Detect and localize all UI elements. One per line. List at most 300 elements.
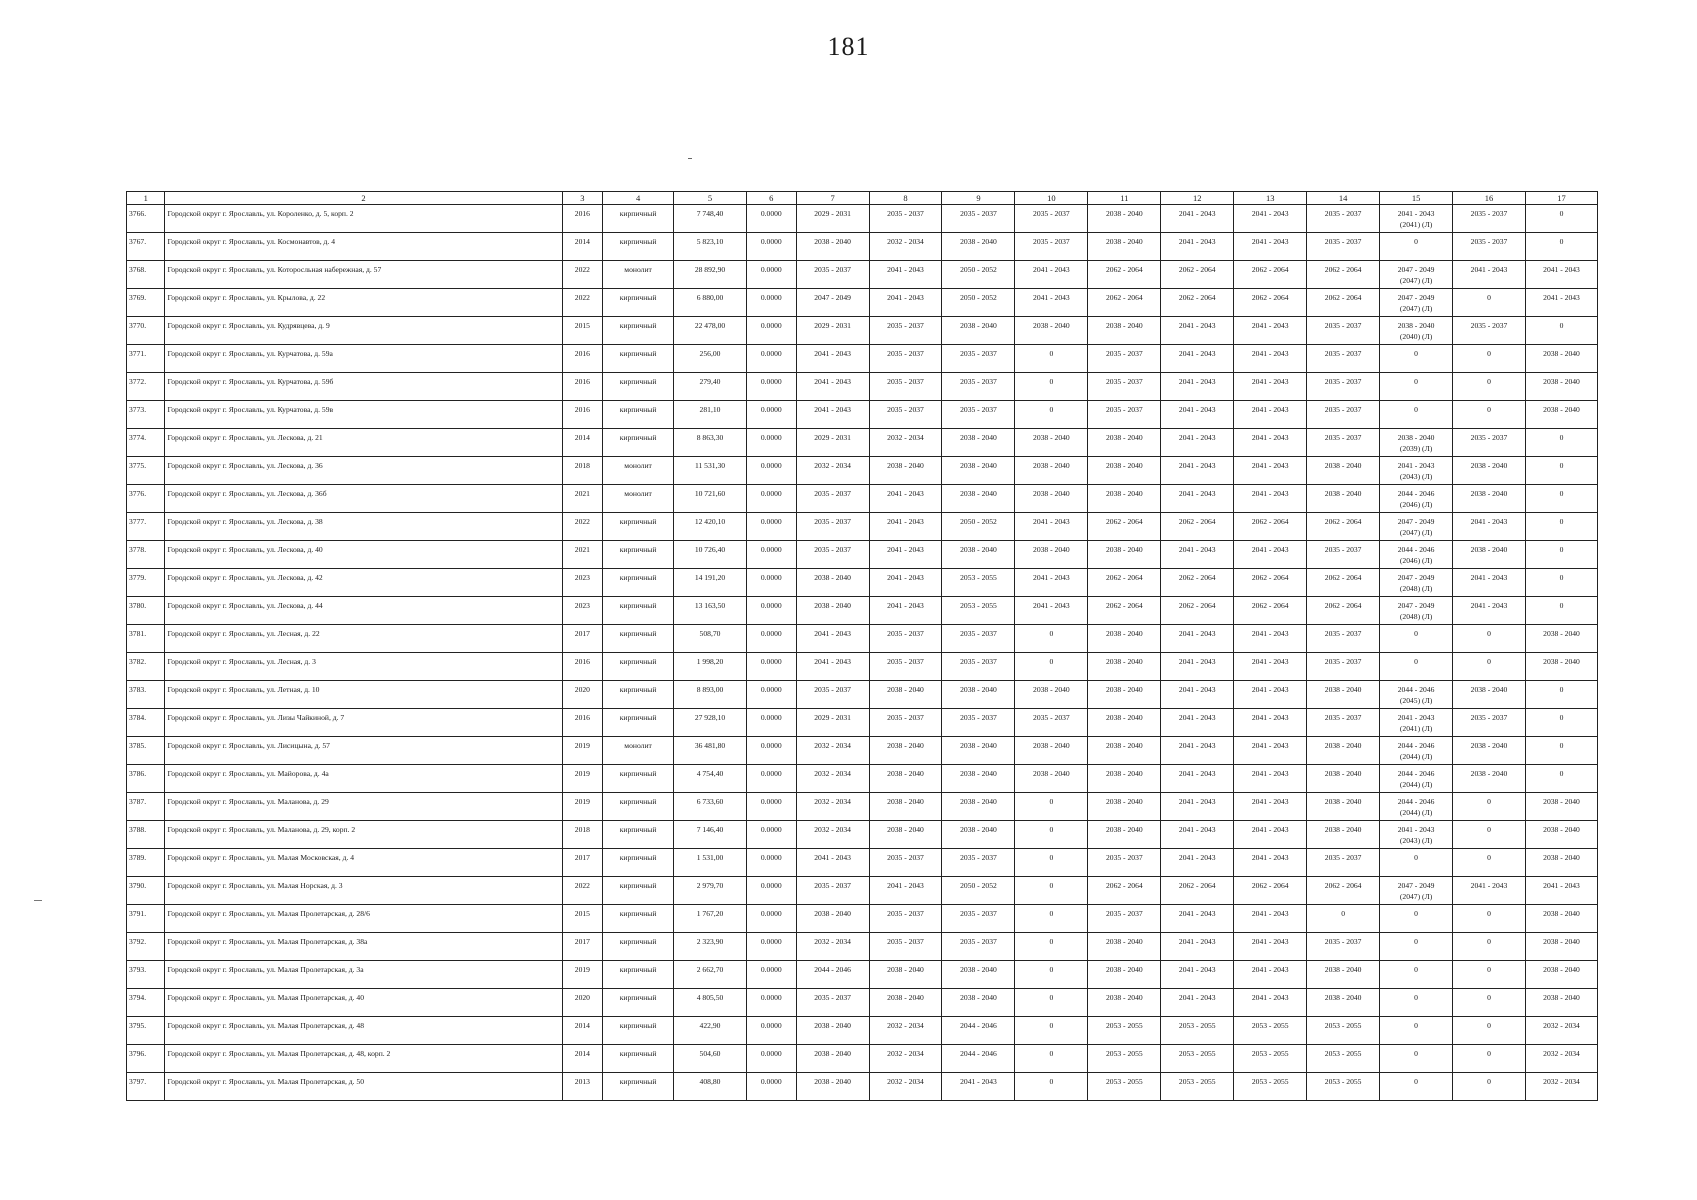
cell-col-9: 2035 - 2037 — [942, 373, 1015, 401]
cell-wear: 0.0000 — [746, 765, 796, 793]
cell-col-16: 0 — [1453, 373, 1526, 401]
cell-address: Городской округ г. Ярославль, ул. Лескова, д. 36 — [165, 457, 562, 485]
cell-col-15-note: (2041) (Л) — [1399, 724, 1433, 733]
cell-col-13: 2041 - 2043 — [1234, 961, 1307, 989]
cell-area: 6 733,60 — [674, 793, 747, 821]
cell-address: Городской округ г. Ярославль, ул. Лескова, д. 21 — [165, 429, 562, 457]
cell-col-15-note: (2047) (Л) — [1399, 528, 1433, 537]
cell-col-15 — [1380, 485, 1453, 513]
cell-year: 2021 — [562, 485, 603, 513]
cell-col-14: 2035 - 2037 — [1307, 345, 1380, 373]
cell-col-9: 2035 - 2037 — [942, 905, 1015, 933]
cell-row-number: 3797. — [127, 1073, 165, 1101]
cell-col-15 — [1380, 905, 1453, 933]
cell-address: Городской округ г. Ярославль, ул. Лескова, д. 36б — [165, 485, 562, 513]
cell-col-17: 0 — [1525, 709, 1597, 737]
cell-area: 12 420,10 — [674, 513, 747, 541]
cell-col-11: 2038 - 2040 — [1088, 765, 1161, 793]
cell-wall-material: кирпичный — [603, 653, 674, 681]
cell-col-7: 2029 - 2031 — [796, 429, 869, 457]
cell-col-12: 2041 - 2043 — [1161, 737, 1234, 765]
cell-col-10: 2038 - 2040 — [1015, 737, 1088, 765]
cell-col-10: 2041 - 2043 — [1015, 597, 1088, 625]
cell-col-15 — [1380, 793, 1453, 821]
cell-wall-material: кирпичный — [603, 625, 674, 653]
register-table — [126, 191, 1598, 1101]
cell-wear: 0.0000 — [746, 317, 796, 345]
cell-wear: 0.0000 — [746, 653, 796, 681]
cell-col-15-note: (2039) (Л) — [1399, 444, 1433, 453]
cell-year: 2022 — [562, 261, 603, 289]
table-row — [127, 653, 1598, 681]
cell-col-8: 2035 - 2037 — [869, 625, 942, 653]
cell-col-16: 0 — [1453, 905, 1526, 933]
cell-col-8: 2032 - 2034 — [869, 1073, 942, 1101]
cell-col-15 — [1380, 289, 1453, 317]
column-header-17: 17 — [1525, 192, 1597, 205]
cell-col-17: 2038 - 2040 — [1525, 401, 1597, 429]
cell-row-number: 3784. — [127, 709, 165, 737]
cell-year: 2019 — [562, 793, 603, 821]
cell-col-17: 0 — [1525, 485, 1597, 513]
cell-col-12: 2041 - 2043 — [1161, 541, 1234, 569]
cell-row-number: 3770. — [127, 317, 165, 345]
table-row — [127, 233, 1598, 261]
cell-col-15-note: (2044) (Л) — [1399, 780, 1433, 789]
cell-col-15-period: 2047 - 2049 — [1397, 265, 1435, 274]
cell-year: 2015 — [562, 905, 603, 933]
cell-col-9: 2035 - 2037 — [942, 653, 1015, 681]
cell-col-14: 2035 - 2037 — [1307, 541, 1380, 569]
cell-col-13: 2062 - 2064 — [1234, 569, 1307, 597]
column-header-4: 4 — [603, 192, 674, 205]
cell-col-14: 2035 - 2037 — [1307, 653, 1380, 681]
cell-col-16: 2035 - 2037 — [1453, 233, 1526, 261]
cell-col-15 — [1380, 961, 1453, 989]
cell-col-15-note: (2043) (Л) — [1399, 472, 1433, 481]
cell-year: 2019 — [562, 737, 603, 765]
cell-col-7: 2041 - 2043 — [796, 401, 869, 429]
cell-wear: 0.0000 — [746, 1045, 796, 1073]
cell-year: 2020 — [562, 681, 603, 709]
cell-wall-material: кирпичный — [603, 317, 674, 345]
cell-row-number: 3775. — [127, 457, 165, 485]
cell-col-13: 2041 - 2043 — [1234, 373, 1307, 401]
cell-area: 1 531,00 — [674, 849, 747, 877]
cell-col-8: 2038 - 2040 — [869, 681, 942, 709]
cell-col-16: 0 — [1453, 1073, 1526, 1101]
cell-row-number: 3790. — [127, 877, 165, 905]
cell-col-16: 2035 - 2037 — [1453, 709, 1526, 737]
cell-row-number: 3793. — [127, 961, 165, 989]
cell-col-13: 2053 - 2055 — [1234, 1017, 1307, 1045]
cell-col-13: 2041 - 2043 — [1234, 765, 1307, 793]
cell-col-12: 2062 - 2064 — [1161, 877, 1234, 905]
cell-col-15 — [1380, 765, 1453, 793]
cell-row-number: 3789. — [127, 849, 165, 877]
cell-col-9: 2038 - 2040 — [942, 457, 1015, 485]
cell-col-14: 2035 - 2037 — [1307, 709, 1380, 737]
cell-row-number: 3771. — [127, 345, 165, 373]
cell-col-11: 2038 - 2040 — [1088, 653, 1161, 681]
column-header-15: 15 — [1380, 192, 1453, 205]
cell-area: 10 726,40 — [674, 541, 747, 569]
cell-col-9: 2038 - 2040 — [942, 737, 1015, 765]
cell-col-12: 2062 - 2064 — [1161, 261, 1234, 289]
cell-col-7: 2029 - 2031 — [796, 317, 869, 345]
cell-col-17: 0 — [1525, 205, 1597, 233]
cell-col-8: 2035 - 2037 — [869, 317, 942, 345]
cell-col-15 — [1380, 737, 1453, 765]
cell-wall-material: кирпичный — [603, 1073, 674, 1101]
cell-col-11: 2038 - 2040 — [1088, 541, 1161, 569]
cell-col-10: 0 — [1015, 877, 1088, 905]
table-row — [127, 317, 1598, 345]
cell-col-14: 2062 - 2064 — [1307, 569, 1380, 597]
cell-col-11: 2038 - 2040 — [1088, 233, 1161, 261]
cell-col-7: 2035 - 2037 — [796, 513, 869, 541]
table-row — [127, 569, 1598, 597]
cell-col-10: 0 — [1015, 1045, 1088, 1073]
cell-col-15 — [1380, 373, 1453, 401]
cell-col-16: 0 — [1453, 1045, 1526, 1073]
table-row — [127, 793, 1598, 821]
cell-col-15 — [1380, 877, 1453, 905]
cell-col-15 — [1380, 317, 1453, 345]
cell-col-16: 0 — [1453, 793, 1526, 821]
cell-col-13: 2062 - 2064 — [1234, 877, 1307, 905]
table-row — [127, 541, 1598, 569]
cell-col-8: 2041 - 2043 — [869, 261, 942, 289]
cell-col-9: 2035 - 2037 — [942, 345, 1015, 373]
cell-col-15-note: (2047) (Л) — [1399, 304, 1433, 313]
cell-col-9: 2038 - 2040 — [942, 233, 1015, 261]
cell-year: 2015 — [562, 317, 603, 345]
cell-col-7: 2032 - 2034 — [796, 737, 869, 765]
cell-col-12: 2041 - 2043 — [1161, 317, 1234, 345]
cell-year: 2016 — [562, 205, 603, 233]
cell-col-12: 2053 - 2055 — [1161, 1073, 1234, 1101]
cell-col-15-period: 2041 - 2043 — [1397, 825, 1435, 834]
cell-year: 2016 — [562, 709, 603, 737]
cell-col-16: 0 — [1453, 1017, 1526, 1045]
cell-col-10: 0 — [1015, 345, 1088, 373]
cell-wall-material: кирпичный — [603, 793, 674, 821]
cell-col-12: 2041 - 2043 — [1161, 709, 1234, 737]
cell-area: 508,70 — [674, 625, 747, 653]
cell-address: Городской округ г. Ярославль, ул. Малая Пролетарская, д. 3а — [165, 961, 562, 989]
cell-row-number: 3786. — [127, 765, 165, 793]
cell-col-14: 2038 - 2040 — [1307, 765, 1380, 793]
table-row — [127, 597, 1598, 625]
cell-col-13: 2041 - 2043 — [1234, 429, 1307, 457]
cell-col-15-note: (2044) (Л) — [1399, 752, 1433, 761]
table-row — [127, 457, 1598, 485]
cell-col-17: 2038 - 2040 — [1525, 653, 1597, 681]
cell-area: 28 892,90 — [674, 261, 747, 289]
cell-col-15 — [1380, 625, 1453, 653]
cell-address: Городской округ г. Ярославль, ул. Лесная, д. 3 — [165, 653, 562, 681]
cell-col-8: 2038 - 2040 — [869, 737, 942, 765]
cell-col-11: 2053 - 2055 — [1088, 1045, 1161, 1073]
cell-col-11: 2035 - 2037 — [1088, 373, 1161, 401]
cell-col-7: 2047 - 2049 — [796, 289, 869, 317]
cell-col-14: 2062 - 2064 — [1307, 877, 1380, 905]
cell-col-8: 2038 - 2040 — [869, 961, 942, 989]
cell-col-15-period: 2041 - 2043 — [1397, 209, 1435, 218]
cell-col-17: 2041 - 2043 — [1525, 289, 1597, 317]
cell-col-15-period: 2047 - 2049 — [1397, 517, 1435, 526]
cell-col-16: 2041 - 2043 — [1453, 877, 1526, 905]
cell-col-9: 2038 - 2040 — [942, 429, 1015, 457]
cell-area: 281,10 — [674, 401, 747, 429]
cell-col-8: 2035 - 2037 — [869, 709, 942, 737]
column-header-1: 1 — [127, 192, 165, 205]
cell-col-14: 0 — [1307, 905, 1380, 933]
cell-wear: 0.0000 — [746, 1017, 796, 1045]
column-header-16: 16 — [1453, 192, 1526, 205]
cell-col-13: 2041 - 2043 — [1234, 205, 1307, 233]
cell-row-number: 3781. — [127, 625, 165, 653]
cell-col-10: 2038 - 2040 — [1015, 681, 1088, 709]
cell-col-17: 2038 - 2040 — [1525, 905, 1597, 933]
cell-wear: 0.0000 — [746, 625, 796, 653]
cell-year: 2019 — [562, 765, 603, 793]
cell-col-15 — [1380, 569, 1453, 597]
cell-area: 10 721,60 — [674, 485, 747, 513]
cell-col-7: 2032 - 2034 — [796, 933, 869, 961]
cell-col-9: 2035 - 2037 — [942, 709, 1015, 737]
cell-col-11: 2062 - 2064 — [1088, 877, 1161, 905]
cell-col-16: 0 — [1453, 401, 1526, 429]
cell-col-11: 2038 - 2040 — [1088, 793, 1161, 821]
cell-col-15-period: 0 — [1414, 993, 1418, 1002]
cell-wear: 0.0000 — [746, 905, 796, 933]
table-row — [127, 1073, 1598, 1101]
cell-col-11: 2038 - 2040 — [1088, 429, 1161, 457]
cell-wall-material: кирпичный — [603, 849, 674, 877]
cell-area: 6 880,00 — [674, 289, 747, 317]
cell-col-16: 0 — [1453, 989, 1526, 1017]
cell-year: 2022 — [562, 513, 603, 541]
cell-row-number: 3795. — [127, 1017, 165, 1045]
cell-col-14: 2035 - 2037 — [1307, 373, 1380, 401]
cell-col-15-period: 0 — [1414, 853, 1418, 862]
cell-col-8: 2035 - 2037 — [869, 345, 942, 373]
cell-col-12: 2041 - 2043 — [1161, 765, 1234, 793]
cell-col-15-period: 0 — [1414, 377, 1418, 386]
cell-col-16: 2038 - 2040 — [1453, 765, 1526, 793]
cell-area: 7 748,40 — [674, 205, 747, 233]
cell-col-17: 2038 - 2040 — [1525, 345, 1597, 373]
cell-col-9: 2035 - 2037 — [942, 933, 1015, 961]
cell-col-17: 0 — [1525, 233, 1597, 261]
cell-year: 2016 — [562, 653, 603, 681]
cell-col-16: 0 — [1453, 933, 1526, 961]
cell-col-12: 2041 - 2043 — [1161, 233, 1234, 261]
cell-col-15-period: 2044 - 2046 — [1397, 741, 1435, 750]
column-header-9: 9 — [942, 192, 1015, 205]
cell-col-9: 2050 - 2052 — [942, 877, 1015, 905]
cell-year: 2016 — [562, 373, 603, 401]
cell-col-11: 2038 - 2040 — [1088, 681, 1161, 709]
cell-col-16: 2041 - 2043 — [1453, 597, 1526, 625]
cell-col-17: 2038 - 2040 — [1525, 961, 1597, 989]
cell-col-10: 0 — [1015, 625, 1088, 653]
cell-col-7: 2038 - 2040 — [796, 905, 869, 933]
cell-address: Городской округ г. Ярославль, ул. Лесная, д. 22 — [165, 625, 562, 653]
cell-col-8: 2038 - 2040 — [869, 457, 942, 485]
cell-col-16: 0 — [1453, 849, 1526, 877]
cell-col-17: 2038 - 2040 — [1525, 821, 1597, 849]
cell-area: 27 928,10 — [674, 709, 747, 737]
cell-col-17: 2041 - 2043 — [1525, 261, 1597, 289]
cell-col-14: 2038 - 2040 — [1307, 961, 1380, 989]
cell-col-9: 2050 - 2052 — [942, 261, 1015, 289]
cell-col-13: 2041 - 2043 — [1234, 849, 1307, 877]
cell-wear: 0.0000 — [746, 205, 796, 233]
cell-row-number: 3785. — [127, 737, 165, 765]
cell-col-17: 0 — [1525, 681, 1597, 709]
column-header-5: 5 — [674, 192, 747, 205]
cell-col-9: 2053 - 2055 — [942, 597, 1015, 625]
cell-col-8: 2041 - 2043 — [869, 513, 942, 541]
cell-col-14: 2035 - 2037 — [1307, 205, 1380, 233]
cell-wall-material: монолит — [603, 737, 674, 765]
cell-col-8: 2041 - 2043 — [869, 485, 942, 513]
cell-address: Городской округ г. Ярославль, ул. Лескова, д. 38 — [165, 513, 562, 541]
cell-wear: 0.0000 — [746, 289, 796, 317]
cell-row-number: 3780. — [127, 597, 165, 625]
cell-col-9: 2041 - 2043 — [942, 1073, 1015, 1101]
table-row — [127, 821, 1598, 849]
cell-col-16: 2038 - 2040 — [1453, 681, 1526, 709]
cell-wall-material: кирпичный — [603, 289, 674, 317]
cell-col-7: 2032 - 2034 — [796, 765, 869, 793]
cell-col-14: 2038 - 2040 — [1307, 737, 1380, 765]
cell-col-15 — [1380, 1017, 1453, 1045]
cell-col-12: 2041 - 2043 — [1161, 429, 1234, 457]
scan-speck — [688, 158, 692, 159]
cell-col-15-period: 0 — [1414, 657, 1418, 666]
cell-col-12: 2062 - 2064 — [1161, 289, 1234, 317]
cell-year: 2014 — [562, 1017, 603, 1045]
cell-col-9: 2044 - 2046 — [942, 1017, 1015, 1045]
cell-wall-material: кирпичный — [603, 821, 674, 849]
cell-wear: 0.0000 — [746, 737, 796, 765]
cell-col-8: 2035 - 2037 — [869, 401, 942, 429]
cell-col-15-period: 0 — [1414, 1077, 1418, 1086]
cell-col-15 — [1380, 681, 1453, 709]
cell-col-8: 2041 - 2043 — [869, 289, 942, 317]
cell-col-9: 2035 - 2037 — [942, 625, 1015, 653]
cell-col-10: 0 — [1015, 653, 1088, 681]
cell-col-11: 2035 - 2037 — [1088, 905, 1161, 933]
cell-col-9: 2038 - 2040 — [942, 485, 1015, 513]
scan-margin-mark — [34, 900, 42, 901]
cell-col-9: 2038 - 2040 — [942, 961, 1015, 989]
cell-col-15-period: 2041 - 2043 — [1397, 713, 1435, 722]
cell-address: Городской округ г. Ярославль, ул. Лескова, д. 40 — [165, 541, 562, 569]
cell-col-13: 2062 - 2064 — [1234, 261, 1307, 289]
cell-col-10: 2038 - 2040 — [1015, 429, 1088, 457]
cell-col-16: 2041 - 2043 — [1453, 513, 1526, 541]
cell-wall-material: кирпичный — [603, 989, 674, 1017]
cell-address: Городской округ г. Ярославль, ул. Крылова, д. 22 — [165, 289, 562, 317]
cell-col-15-note: (2044) (Л) — [1399, 808, 1433, 817]
cell-col-17: 0 — [1525, 317, 1597, 345]
cell-col-13: 2041 - 2043 — [1234, 793, 1307, 821]
cell-col-13: 2041 - 2043 — [1234, 345, 1307, 373]
cell-col-7: 2035 - 2037 — [796, 541, 869, 569]
cell-col-7: 2035 - 2037 — [796, 989, 869, 1017]
cell-col-15-period: 2047 - 2049 — [1397, 573, 1435, 582]
cell-col-17: 0 — [1525, 457, 1597, 485]
cell-address: Городской округ г. Ярославль, ул. Лисицына, д. 57 — [165, 737, 562, 765]
cell-col-12: 2041 - 2043 — [1161, 401, 1234, 429]
cell-col-7: 2038 - 2040 — [796, 597, 869, 625]
cell-year: 2023 — [562, 569, 603, 597]
cell-wear: 0.0000 — [746, 233, 796, 261]
cell-col-17: 0 — [1525, 765, 1597, 793]
cell-col-10: 2035 - 2037 — [1015, 205, 1088, 233]
cell-col-13: 2053 - 2055 — [1234, 1073, 1307, 1101]
cell-col-15-period: 2044 - 2046 — [1397, 769, 1435, 778]
cell-wear: 0.0000 — [746, 1073, 796, 1101]
cell-row-number: 3777. — [127, 513, 165, 541]
cell-col-17: 2032 - 2034 — [1525, 1073, 1597, 1101]
column-header-3: 3 — [562, 192, 603, 205]
cell-col-11: 2062 - 2064 — [1088, 289, 1161, 317]
cell-address: Городской округ г. Ярославль, ул. Короленко, д. 5, корп. 2 — [165, 205, 562, 233]
column-header-14: 14 — [1307, 192, 1380, 205]
cell-col-13: 2041 - 2043 — [1234, 457, 1307, 485]
cell-col-17: 2038 - 2040 — [1525, 849, 1597, 877]
cell-col-17: 2032 - 2034 — [1525, 1045, 1597, 1073]
cell-col-16: 0 — [1453, 653, 1526, 681]
cell-col-13: 2041 - 2043 — [1234, 233, 1307, 261]
table-row — [127, 737, 1598, 765]
cell-col-12: 2041 - 2043 — [1161, 625, 1234, 653]
cell-col-16: 2041 - 2043 — [1453, 569, 1526, 597]
cell-col-11: 2053 - 2055 — [1088, 1073, 1161, 1101]
cell-col-11: 2038 - 2040 — [1088, 205, 1161, 233]
cell-col-15 — [1380, 345, 1453, 373]
cell-col-15 — [1380, 1073, 1453, 1101]
cell-area: 8 863,30 — [674, 429, 747, 457]
cell-wall-material: кирпичный — [603, 429, 674, 457]
cell-col-15 — [1380, 821, 1453, 849]
cell-col-16: 2038 - 2040 — [1453, 737, 1526, 765]
cell-col-17: 2038 - 2040 — [1525, 989, 1597, 1017]
cell-col-11: 2038 - 2040 — [1088, 933, 1161, 961]
cell-row-number: 3794. — [127, 989, 165, 1017]
cell-col-7: 2035 - 2037 — [796, 681, 869, 709]
cell-address: Городской округ г. Ярославль, ул. Малая Московская, д. 4 — [165, 849, 562, 877]
cell-col-7: 2035 - 2037 — [796, 485, 869, 513]
cell-wall-material: кирпичный — [603, 345, 674, 373]
cell-address: Городской округ г. Ярославль, ул. Малая Пролетарская, д. 38а — [165, 933, 562, 961]
cell-col-11: 2038 - 2040 — [1088, 961, 1161, 989]
cell-address: Городской округ г. Ярославль, ул. Кудрявцева, д. 9 — [165, 317, 562, 345]
cell-col-10: 2035 - 2037 — [1015, 709, 1088, 737]
table-row — [127, 429, 1598, 457]
cell-col-9: 2038 - 2040 — [942, 989, 1015, 1017]
cell-col-8: 2032 - 2034 — [869, 1017, 942, 1045]
cell-row-number: 3778. — [127, 541, 165, 569]
cell-col-9: 2038 - 2040 — [942, 681, 1015, 709]
cell-address: Городской округ г. Ярославль, ул. Малая Пролетарская, д. 48 — [165, 1017, 562, 1045]
